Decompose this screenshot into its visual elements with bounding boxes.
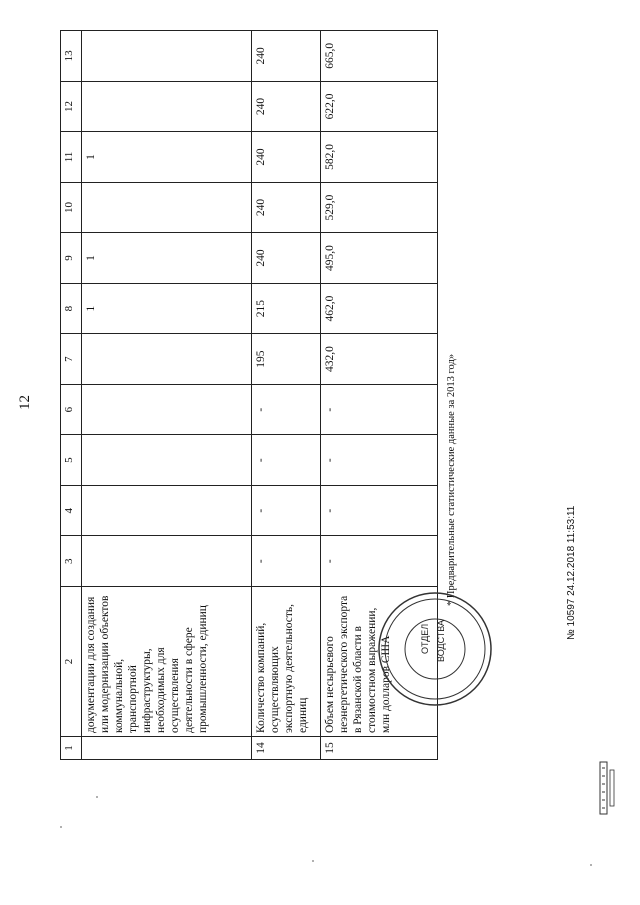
value-cell: 240 xyxy=(252,132,321,183)
table-row xyxy=(82,31,252,760)
value-cell xyxy=(82,81,252,132)
indicator-name: Количество компаний, осуществляющих экспортную деятельность, единиц xyxy=(252,587,321,737)
indicator-name: Объем несырьевого неэнергетического экспорта в Рязанской области в стоимостном выражении, млн долларов США xyxy=(321,587,438,737)
value-cell: - xyxy=(252,485,321,536)
value-cell: - xyxy=(252,384,321,435)
header-cell: 4 xyxy=(61,485,82,536)
scan-speck xyxy=(96,796,98,798)
value-cell xyxy=(82,536,252,587)
value-cell: 495,0 xyxy=(321,233,438,284)
value-cell: 529,0 xyxy=(321,182,438,233)
value-cell xyxy=(82,182,252,233)
value-cell xyxy=(82,334,252,385)
footnote: * Предварительные статистические данные за 2013 год» xyxy=(446,353,457,606)
value-cell xyxy=(82,384,252,435)
scan-speck xyxy=(60,826,62,828)
official-stamp xyxy=(376,590,494,708)
page-number: 12 xyxy=(17,395,33,410)
value-cell xyxy=(82,435,252,486)
document-registration-number: № 10597 24.12.2018 11:53:11 xyxy=(566,505,577,640)
value-cell: 1 xyxy=(82,283,252,334)
value-cell: 240 xyxy=(252,81,321,132)
header-cell: 6 xyxy=(61,384,82,435)
header-cell: 7 xyxy=(61,334,82,385)
value-cell: 240 xyxy=(252,31,321,82)
value-cell xyxy=(82,485,252,536)
value-cell: 195 xyxy=(252,334,321,385)
header-cell: 2 xyxy=(61,587,82,737)
row-number xyxy=(82,737,252,760)
value-cell: 1 xyxy=(82,233,252,284)
value-cell: 665,0 xyxy=(321,31,438,82)
header-cell: 8 xyxy=(61,283,82,334)
header-cell: 13 xyxy=(61,31,82,82)
value-cell: 1 xyxy=(82,132,252,183)
value-cell: - xyxy=(252,536,321,587)
stamp-text-line2: ВОДСТВА xyxy=(436,619,446,662)
indicator-name: документации для создания или модернизации объектов коммунальной, транспортной инфраструктуры, необходимых для осуществления деятельности в сфере промышленности, единиц xyxy=(82,587,252,737)
value-cell: 240 xyxy=(252,233,321,284)
value-cell: - xyxy=(321,536,438,587)
stamp-text-line1: ОТДЕЛ xyxy=(420,623,430,654)
header-cell: 12 xyxy=(61,81,82,132)
value-cell: - xyxy=(321,435,438,486)
value-cell: 582,0 xyxy=(321,132,438,183)
value-cell: 432,0 xyxy=(321,334,438,385)
barcode-mark xyxy=(598,760,620,816)
value-cell: 462,0 xyxy=(321,283,438,334)
value-cell: 215 xyxy=(252,283,321,334)
value-cell: - xyxy=(321,485,438,536)
table-row xyxy=(252,31,321,760)
value-cell: 622,0 xyxy=(321,81,438,132)
row-number: 14 xyxy=(252,737,321,760)
value-cell xyxy=(82,31,252,82)
header-cell: 1 xyxy=(61,737,82,760)
header-cell: 3 xyxy=(61,536,82,587)
header-cell: 5 xyxy=(61,435,82,486)
row-number: 15 xyxy=(321,737,438,760)
header-cell: 10 xyxy=(61,182,82,233)
header-cell: 9 xyxy=(61,233,82,284)
scan-speck xyxy=(590,864,592,866)
value-cell: 240 xyxy=(252,182,321,233)
value-cell: - xyxy=(252,435,321,486)
scan-speck xyxy=(312,860,314,862)
value-cell: - xyxy=(321,384,438,435)
table-header-row xyxy=(61,31,82,760)
header-cell: 11 xyxy=(61,132,82,183)
